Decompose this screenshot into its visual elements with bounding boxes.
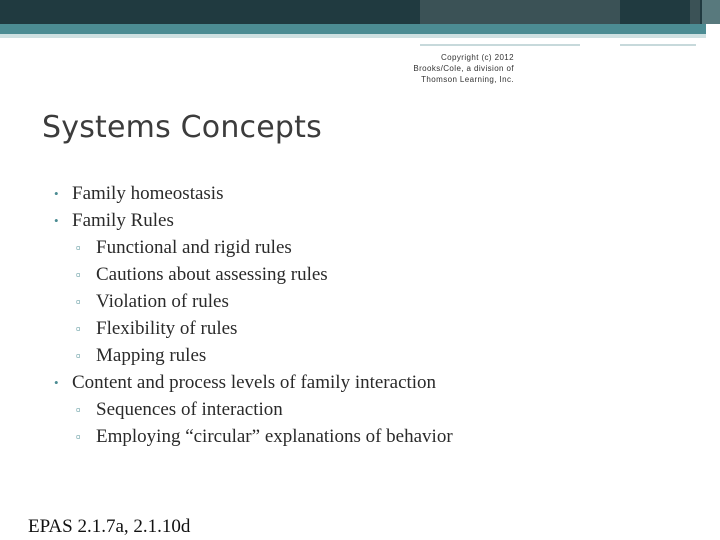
header-thin-line-right <box>620 44 696 46</box>
header-dark-segment <box>420 0 620 24</box>
bullet-dot-icon: • <box>54 375 59 390</box>
bullet-square-icon: ▫ <box>76 267 81 282</box>
sub-bullet-item <box>52 234 672 261</box>
bullet-square-icon: ▫ <box>76 402 81 417</box>
bullet-text: Family homeostasis <box>72 183 224 204</box>
bullet-text: Mapping rules <box>96 345 207 366</box>
header-dark-segment-small <box>690 0 700 24</box>
bullet-list <box>52 180 672 450</box>
bullet-square-icon: ▫ <box>76 294 81 309</box>
sub-bullet-item <box>52 423 672 450</box>
bullet-text: Violation of rules <box>96 291 229 312</box>
sub-bullet-item <box>52 288 672 315</box>
bullet-text: Content and process levels of family interaction <box>72 372 437 393</box>
slide-title: Systems Concepts <box>42 110 322 145</box>
bullet-text: Family Rules <box>72 210 174 231</box>
bullet-text: Cautions about assessing rules <box>96 264 328 285</box>
bullet-text: Flexibility of rules <box>96 318 238 339</box>
bullet-item <box>52 369 672 396</box>
bullet-text: Employing “circular” explanations of behavior <box>96 426 453 447</box>
header-right-tab <box>702 0 720 24</box>
bullet-text: Sequences of interaction <box>96 399 283 420</box>
epas-reference: EPAS 2.1.7a, 2.1.10d <box>28 516 191 537</box>
bullet-dot-icon: • <box>54 213 59 228</box>
bullet-square-icon: ▫ <box>76 321 81 336</box>
sub-bullet-item <box>52 315 672 342</box>
bullet-text: Functional and rigid rules <box>96 237 292 258</box>
bullet-square-icon: ▫ <box>76 348 81 363</box>
sub-bullet-item <box>52 342 672 369</box>
sub-bullet-item <box>52 261 672 288</box>
bullet-square-icon: ▫ <box>76 240 81 255</box>
bullet-square-icon: ▫ <box>76 429 81 444</box>
header-accent-band <box>0 24 720 34</box>
bullet-item <box>52 180 672 207</box>
bullet-item <box>52 207 672 234</box>
sub-bullet-item <box>52 396 672 423</box>
header-thin-line <box>420 44 580 46</box>
header-corner-notch <box>706 24 720 48</box>
copyright-notice: Copyright (c) 2012 Brooks/Cole, a division of Thomson Learning, Inc. <box>413 53 514 84</box>
bullet-dot-icon: • <box>54 186 59 201</box>
header-light-stripe <box>0 34 720 38</box>
